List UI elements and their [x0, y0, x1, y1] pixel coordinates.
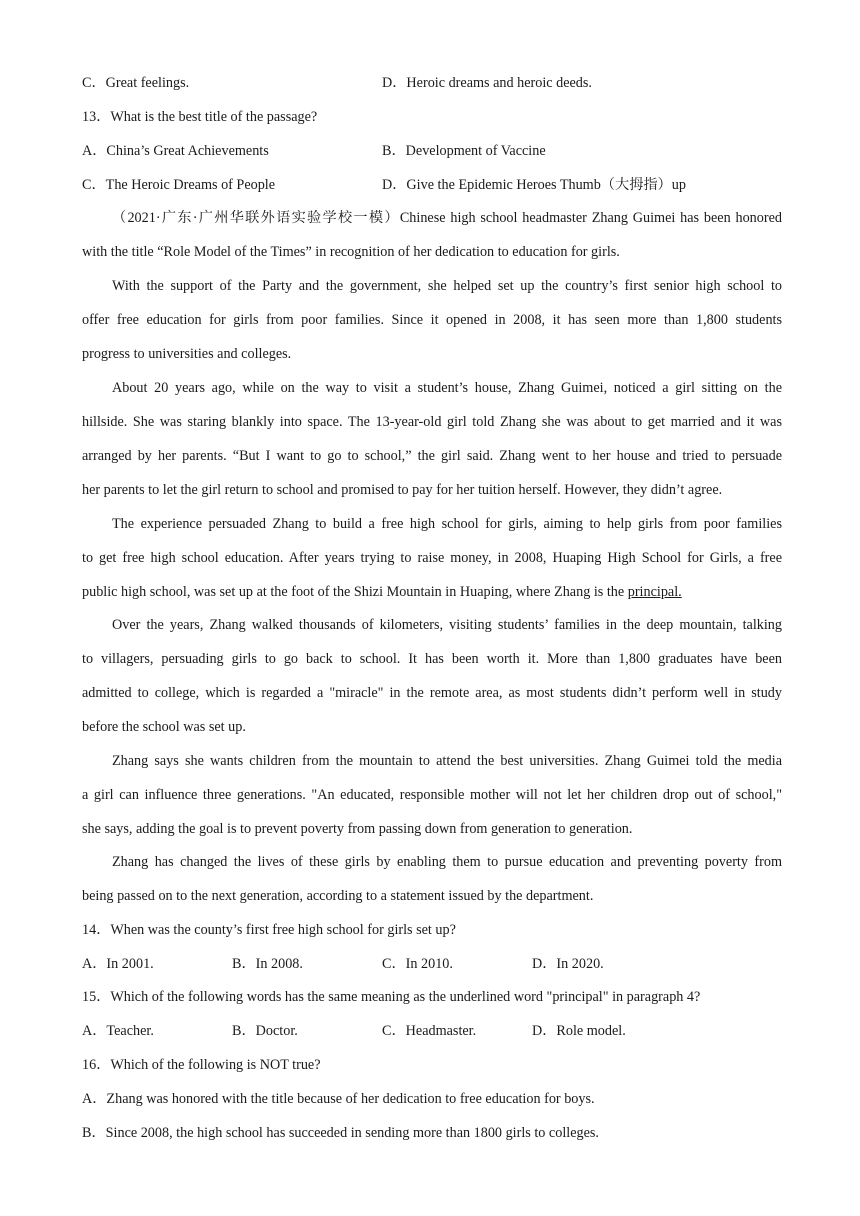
passage-p4-line3 [82, 583, 782, 601]
passage-p4-line2: to get free high school education. After years trying to raise money, in 2008, Huaping High School for Girls, a free [82, 550, 782, 566]
q15-option-d: D．Role model. [532, 1023, 626, 1039]
passage-p6-line2: a girl can influence three generations. "An educated, responsible mother will not let her children drop out of school," [82, 787, 782, 803]
passage-p1-line2: with the title “Role Model of the Times” in recognition of her dedication to education for girls. [82, 244, 620, 260]
q14-option-b: B．In 2008. [232, 956, 303, 972]
underlined-word-principal: principal. [627, 584, 682, 600]
passage-p3-line1: About 20 years ago, while on the way to visit a student’s house, Zhang Guimei, noticed a girl sitting on the [112, 380, 782, 396]
passage-p5-line2: to villagers, persuading girls to go back to school. It has been worth it. More than 1,800 graduates have been [82, 651, 782, 667]
passage-p5-line4: before the school was set up. [82, 719, 246, 735]
q15-option-a: A．Teacher. [82, 1023, 154, 1039]
q14-option-c: C．In 2010. [382, 956, 453, 972]
passage-p3-line4: her parents to let the girl return to school and promised to pay for her tuition herself. However, they didn’t agree. [82, 482, 723, 498]
q12-option-d: D．Heroic dreams and heroic deeds. [382, 75, 592, 91]
q14-option-d: D．In 2020. [532, 956, 604, 972]
passage-p2-line2: offer free education for girls from poor families. Since it opened in 2008, it has seen more than 1,800 students [82, 312, 782, 328]
passage-p4-line3-text: public high school, was set up at the foot of the Shizi Mountain in Huaping, where Zhang is the [82, 584, 628, 600]
passage-p3-line2: hillside. She was staring blankly into space. The 13-year-old girl told Zhang she was about to get married and it was [82, 414, 782, 430]
q14-option-a: A．In 2001. [82, 956, 154, 972]
q13-question: 13．What is the best title of the passage? [82, 109, 318, 125]
q13-option-c: C．The Heroic Dreams of People [82, 177, 276, 193]
passage-p7-line1: Zhang has changed the lives of these girls by enabling them to pursue education and preventing poverty from [112, 854, 782, 870]
q15-question: 15．Which of the following words has the same meaning as the underlined word "principal" in paragraph 4? [82, 989, 701, 1005]
q14-question: 14．When was the county’s first free high school for girls set up? [82, 922, 456, 938]
passage-p2-line1: With the support of the Party and the government, she helped set up the country’s first senior high school to [112, 278, 782, 294]
q16-option-a: A．Zhang was honored with the title because of her dedication to free education for boys. [82, 1091, 595, 1107]
q13-option-d: D．Give the Epidemic Heroes Thumb（大拇指）up [382, 177, 686, 193]
passage-p6-line1: Zhang says she wants children from the mountain to attend the best universities. Zhang Guimei told the media [112, 753, 782, 769]
q13-option-b: B．Development of Vaccine [382, 143, 546, 159]
passage-p3-line3: arranged by her parents. “But I want to go to school,” the girl said. Zhang went to her house and tried to persuade [82, 448, 782, 464]
q16-option-b: B．Since 2008, the high school has succeeded in sending more than 1800 girls to colleges. [82, 1125, 599, 1141]
passage-p5-line3: admitted to college, which is regarded a "miracle" in the remote area, as most students didn’t perform well in study [82, 685, 782, 701]
q13-option-a: A．China’s Great Achievements [82, 143, 269, 159]
passage-p5-line1: Over the years, Zhang walked thousands of kilometers, visiting students’ families in the deep mountain, talking [112, 617, 782, 633]
passage-p1-line1: （2021·广东·广州华联外语实验学校一模）Chinese high school headmaster Zhang Guimei has been honored [112, 210, 782, 226]
passage-p6-line3: she says, adding the goal is to prevent poverty from passing down from generation to generation. [82, 821, 633, 837]
q15-option-c: C．Headmaster. [382, 1023, 477, 1039]
q12-option-c: C．Great feelings. [82, 75, 190, 91]
passage-p7-line2: being passed on to the next generation, according to a statement issued by the department. [82, 888, 594, 904]
passage-p4-line1: The experience persuaded Zhang to build a free high school for girls, aiming to help girls from poor families [112, 516, 782, 532]
passage-p2-line3: progress to universities and colleges. [82, 346, 292, 362]
q15-option-b: B．Doctor. [232, 1023, 298, 1039]
q16-question: 16．Which of the following is NOT true? [82, 1057, 321, 1073]
